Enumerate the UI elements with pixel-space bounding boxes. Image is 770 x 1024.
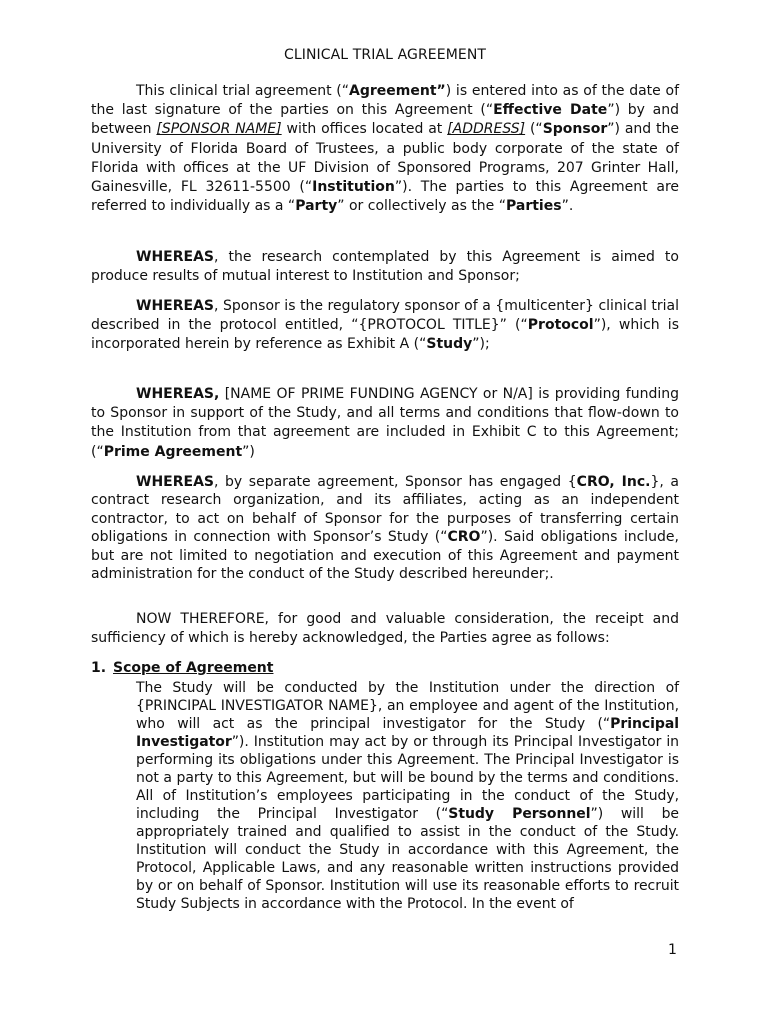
text: ”) by and between (91, 102, 679, 138)
text: ”) (242, 443, 255, 460)
text: with offices located at (281, 121, 448, 138)
bold-term: WHEREAS (136, 474, 214, 490)
section-title: Scope of Agreement (113, 660, 274, 676)
now-therefore-paragraph (91, 610, 679, 648)
sponsor-name-placeholder: [SPONSOR NAME] (156, 121, 282, 138)
bold-term: CRO (447, 529, 481, 546)
intro-paragraph (91, 82, 679, 216)
bold-term: Parties (506, 198, 562, 215)
whereas-paragraph-3 (91, 385, 679, 462)
bold-term: Protocol (527, 317, 594, 334)
bold-term: WHEREAS, (136, 386, 220, 402)
section-1-heading (91, 660, 679, 676)
text: The Study will be conducted by the Institution under the direction of {PRINCIPAL INVESTIGATOR NAME}, an employee and agent of the Institution, who will act as the principal investigator for the Study (“ (136, 680, 679, 732)
bold-term: Study (426, 336, 473, 353)
section-number: 1. (91, 660, 107, 676)
bold-term: WHEREAS (136, 298, 214, 314)
text: , the research contemplated by this Agreement is aimed to produce results of mutual interest to Institution and Sponsor; (91, 249, 679, 285)
bold-term: Sponsor (542, 121, 608, 138)
text: ”) and the University of Florida Board of Trustees, a public body corporate of the state of Florida with offices at the UF Division of Sponsored Programs, 207 Grinter Hall, Gainesville, FL 32611-5500 (“ (91, 121, 679, 196)
text: , Sponsor is the regulatory sponsor of a {multicenter} clinical trial described in the protocol entitled, “{PROTOCOL TITLE}” (“ (91, 298, 679, 334)
whereas-paragraph-2 (91, 297, 679, 355)
text: ”), which is incorporated herein by reference as Exhibit A (“ (91, 317, 679, 353)
text: (“ (525, 121, 543, 138)
bold-term: Agreement” (349, 83, 446, 99)
text: ” or collectively as the “ (337, 198, 506, 215)
text: ) is entered into as of the date of the last signature of the parties on this Agreement (“ (91, 83, 680, 119)
text: ”) will be appropriately trained and qualified to assist in the conduct of the Study. Institution will conduct the Study in accordance with this Agreement, the Protocol, Applicable Laws, and any reasonable written instructions provided by or on behalf of Sponsor. Institution will use its reasonable efforts to recruit Study Subjects in accordance with the Protocol. In the event of (136, 806, 679, 912)
whereas-paragraph-1 (91, 248, 679, 286)
whereas-paragraph-4 (91, 473, 679, 583)
bold-term: CRO, Inc. (576, 474, 651, 490)
text: ”). The parties to this Agreement are referred to individually as a “ (91, 179, 680, 215)
text: NOW THEREFORE, for good and valuable consideration, the receipt and sufficiency of which is hereby acknowledged, the Parties agree as follows: (91, 611, 679, 647)
bold-term: Party (295, 198, 338, 215)
text: , by separate agreement, Sponsor has engaged { (213, 474, 577, 490)
document-title: CLINICAL TRIAL AGREEMENT (283, 47, 487, 63)
text: ”); (472, 336, 490, 353)
bold-term: WHEREAS (136, 249, 214, 265)
bold-term: Study Personnel (448, 806, 591, 822)
bold-term: Institution (312, 179, 395, 196)
bold-term: Effective Date (493, 102, 608, 119)
bold-term: Prime Agreement (103, 443, 243, 460)
bold-term: Principal Investigator (136, 716, 679, 750)
text: ”. (561, 198, 574, 215)
text: [NAME OF PRIME FUNDING AGENCY or N/A] is providing funding to Sponsor in support of the Study, and all terms and conditions that flow-down to the Institution from that agreement are included in Exhibit C to this Agreement; (“ (91, 386, 679, 460)
address-placeholder: [ADDRESS] (447, 121, 526, 138)
text: }, a contract research organization, and its affiliates, acting as an independent contractor, to act on behalf of Sponsor for the purposes of transferring certain obligations in connection with Sponsor’s Study (“ (91, 474, 680, 546)
text: ”). Said obligations include, but are not limited to negotiation and execution of this Agreement and payment administration for the conduct of the Study described hereunder;. (91, 529, 679, 583)
section-1-body (136, 679, 679, 913)
text: ”). Institution may act by or through its Principal Investigator in performing its obligations under this Agreement. The Principal Investigator is not a party to this Agreement, but will be bound by the terms and conditions. All of Institution’s employees participating in the conduct of the Study, including the Principal Investigator (“ (136, 734, 679, 822)
text: This clinical trial agreement (“ (136, 83, 350, 99)
page-number: 1 (668, 942, 677, 958)
